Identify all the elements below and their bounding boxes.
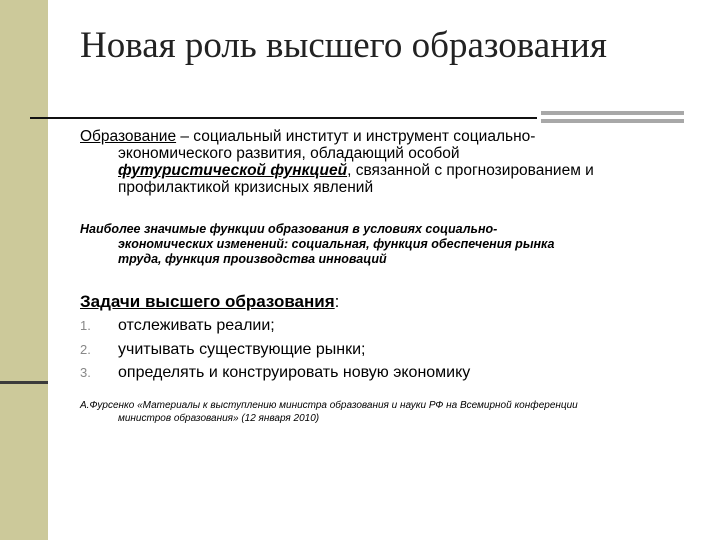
definition-line-1 bbox=[80, 128, 535, 145]
side-band-divider bbox=[0, 381, 48, 384]
list-number: 2. bbox=[80, 341, 91, 357]
list-number: 3. bbox=[80, 365, 91, 380]
definition-text-1: – социальный институт и инструмент социально- bbox=[176, 128, 536, 145]
definition-paragraph bbox=[80, 128, 690, 196]
list-item-text: отслеживать реалии; bbox=[118, 317, 275, 334]
citation-line-2: министров образования» (12 января 2010) bbox=[118, 412, 320, 424]
list-item-text: определять и конструировать новую экономику bbox=[118, 364, 471, 381]
definition-emphasis: футуристической функцией bbox=[118, 162, 348, 179]
tasks-heading-colon: : bbox=[334, 292, 340, 311]
list-item bbox=[80, 363, 470, 387]
definition-term: Образование bbox=[80, 128, 177, 145]
functions-paragraph bbox=[80, 222, 690, 267]
tasks-heading-text: Задачи высшего образования bbox=[80, 292, 335, 311]
list-item-text: учитывать существующие рынки; bbox=[118, 340, 366, 358]
definition-line-4: профилактикой кризисных явлений bbox=[118, 179, 374, 196]
citation-line-1: А.Фурсенко «Материалы к выступлению министра образования и науки РФ на Всемирной конференции bbox=[80, 400, 578, 411]
tasks-list bbox=[80, 316, 470, 387]
functions-line-3: труда, функция производства инноваций bbox=[118, 252, 387, 266]
definition-line-2: экономического развития, обладающий особой bbox=[118, 145, 460, 162]
title-underline bbox=[30, 117, 537, 119]
slide-title: Новая роль высшего образования bbox=[80, 25, 607, 66]
functions-line-2: экономических изменений: социальная, функция обеспечения рынка bbox=[118, 237, 555, 251]
definition-text-3: , связанной с прогнозированием и bbox=[347, 162, 594, 179]
list-item bbox=[80, 340, 470, 364]
functions-line-1: Наиболее значимые функции образования в условиях социально- bbox=[80, 222, 498, 236]
definition-line-3 bbox=[80, 162, 690, 179]
source-citation bbox=[80, 400, 700, 425]
list-item bbox=[80, 316, 470, 340]
side-band bbox=[0, 0, 48, 540]
decorative-stripes bbox=[541, 111, 684, 123]
list-number: 1. bbox=[80, 318, 91, 333]
tasks-heading bbox=[80, 292, 339, 312]
